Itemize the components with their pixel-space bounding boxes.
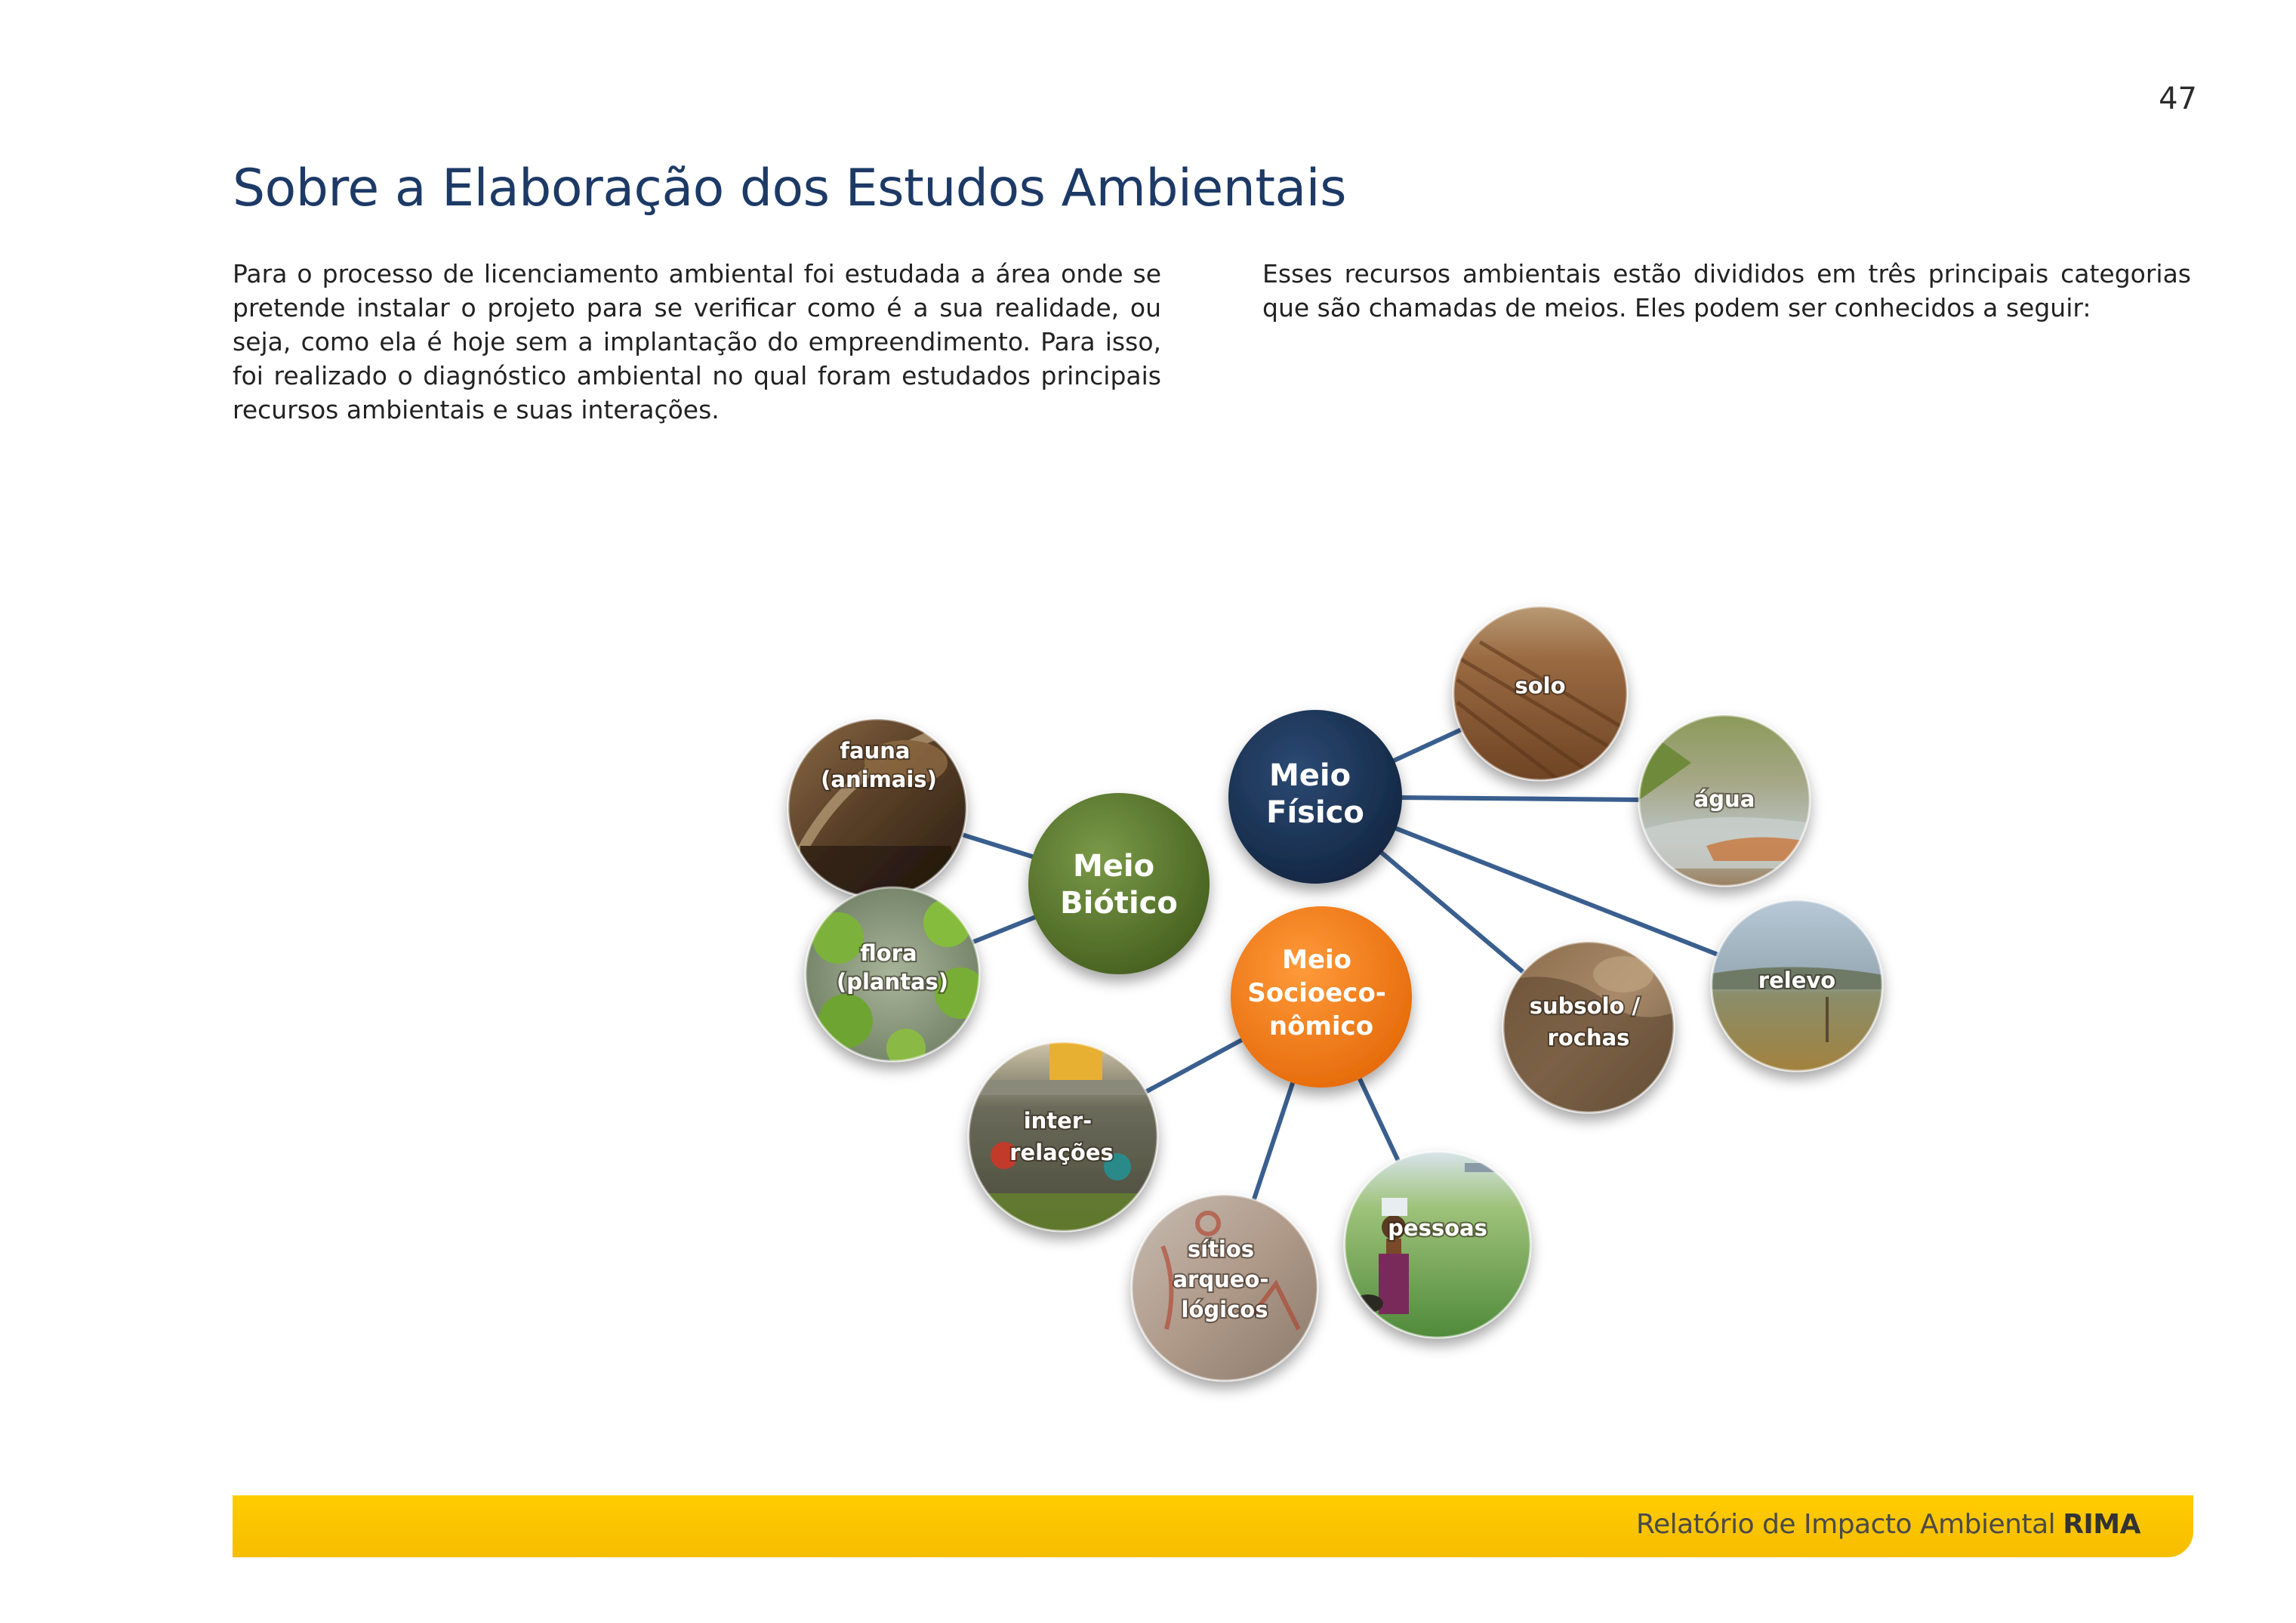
label-inter-relacoes: inter- relações [1009,1108,1114,1165]
page-number: 47 [2159,82,2197,116]
footer-brand: RIMA [2063,1509,2140,1540]
page-title: Sobre a Elaboração dos Estudos Ambientais [233,159,1347,218]
photo-solo [1453,606,1631,801]
hub-meio-biotico [1028,793,1210,974]
footer-text: Relatório de Impacto Ambiental [1636,1509,2056,1540]
paragraph-left: Para o processo de licenciamento ambiental foi estudada a área onde se pretende instalar o projeto para se verificar como é a sua realidade, ou seja, como ela é hoje sem a implantação do empreendimento. Para isso, foi realizado o diagnóstico ambiental no qual foram estudados principais recursos ambientais e suas interações. [233,259,1161,424]
label-meio-socioeconomico: Meio Socioeco- nômico [1247,945,1386,1041]
label-fauna: fauna (animais) [821,738,937,792]
footer-label [1636,1509,2140,1540]
label-subsolo: subsolo / rochas [1529,993,1641,1051]
label-meio-fisico: Meio Físico [1266,758,1364,830]
label-relevo: relevo [1758,967,1836,993]
footer-bar [233,1495,2193,1557]
paragraph-right: Esses recursos ambientais estão divididos em três principais categorias que são chamadas de meios. Eles podem ser conhecidos a seguir: [1262,259,2191,322]
label-flora: flora (plantas) [836,940,949,995]
label-meio-biotico: Meio Biótico [1060,849,1178,921]
label-pessoas: pessoas [1388,1215,1487,1241]
photo-pessoas [1345,1152,1540,1338]
label-solo: solo [1515,673,1566,699]
label-sitios-arqueologicos: sítios arqueo- lógicos [1173,1236,1269,1322]
label-agua: água [1693,786,1755,812]
